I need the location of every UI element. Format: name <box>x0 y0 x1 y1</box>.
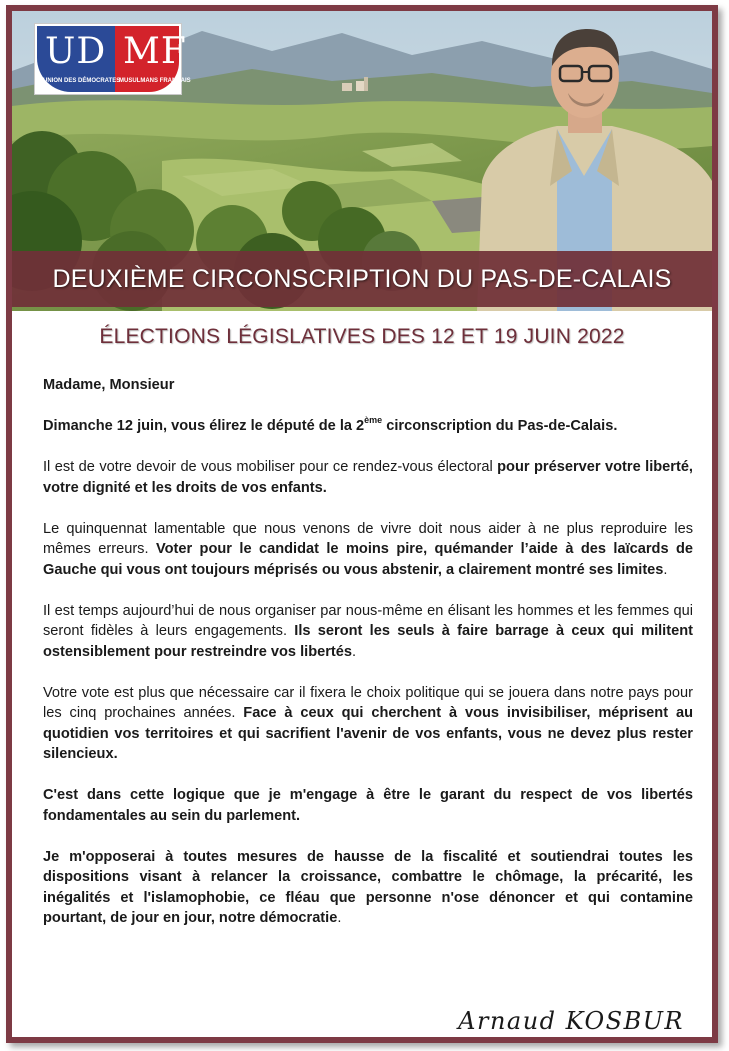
paragraph-6: C'est dans cette logique que je m'engage à être le garant du respect de vos libertés fondamentales au sein du parlement. <box>43 787 693 824</box>
logo-mf-text: MF <box>123 31 187 72</box>
udmf-logo <box>34 23 191 95</box>
paragraph-4: Il est temps aujourd’hui de nous organiser par nous-même en élisant les hommes et les femmes qui seront fidèles à leurs engagements. Ils seront les seuls à faire barrage à ceux qui militent ostensiblement pour restreindre vos libertés. <box>43 602 693 660</box>
header-photo <box>12 11 712 311</box>
paragraph-2: Il est de votre devoir de vous mobiliser pour ce rendez-vous électoral pour préserver votre liberté, votre dignité et les droits de vos enfants. <box>43 459 693 496</box>
salutation: Madame, Monsieur <box>43 377 175 393</box>
logo-ud-subtitle: UNION DES DÉMOCRATES <box>43 78 121 84</box>
paragraph-5: Votre vote est plus que nécessaire car il fixera le choix politique qui se jouera dans notre pays pour les cinq prochaines années. Face à ceux qui cherchent à vous invisibiliser, méprisent au quotidien vos territoires et qui sacrifient l'avenir de vos enfants, vous ne devez plus rester silencieux. <box>43 684 693 762</box>
election-subtitle: ÉLECTIONS LÉGISLATIVES DES 12 ET 19 JUIN 2022 <box>99 325 625 348</box>
logo-mf-subtitle: MUSULMANS FRANÇAIS <box>119 78 191 84</box>
signature: Arnaud KOSBUR <box>458 1007 684 1035</box>
letter-body <box>43 375 693 949</box>
constituency-banner: DEUXIÈME CIRCONSCRIPTION DU PAS-DE-CALAIS <box>12 251 712 307</box>
paragraph-7: Je m'opposerai à toutes mesures de hausse de la fiscalité et soutiendrai toutes les dispositions visant à relancer la croissance, combattre le chômage, la précarité, les inégalités et l'islamophobie, ce fléau que personne n'ose dénoncer et qui contamine pourtant, de jour en jour, notre démocratie. <box>43 848 693 926</box>
logo-ud-text: UD <box>45 31 107 72</box>
flyer-frame <box>6 5 718 1043</box>
paragraph-1: Dimanche 12 juin, vous élirez le député de la 2ème circonscription du Pas-de-Calais. <box>43 415 618 434</box>
paragraph-3: Le quinquennat lamentable que nous venons de vivre doit nous aider à ne plus reproduire les mêmes erreurs. Voter pour le candidat le moins pire, quémander l’aide à des laïcards de Gauche qui vous ont toujours méprisés ou vous abstenir, a clairement montré ses limites. <box>43 520 693 578</box>
